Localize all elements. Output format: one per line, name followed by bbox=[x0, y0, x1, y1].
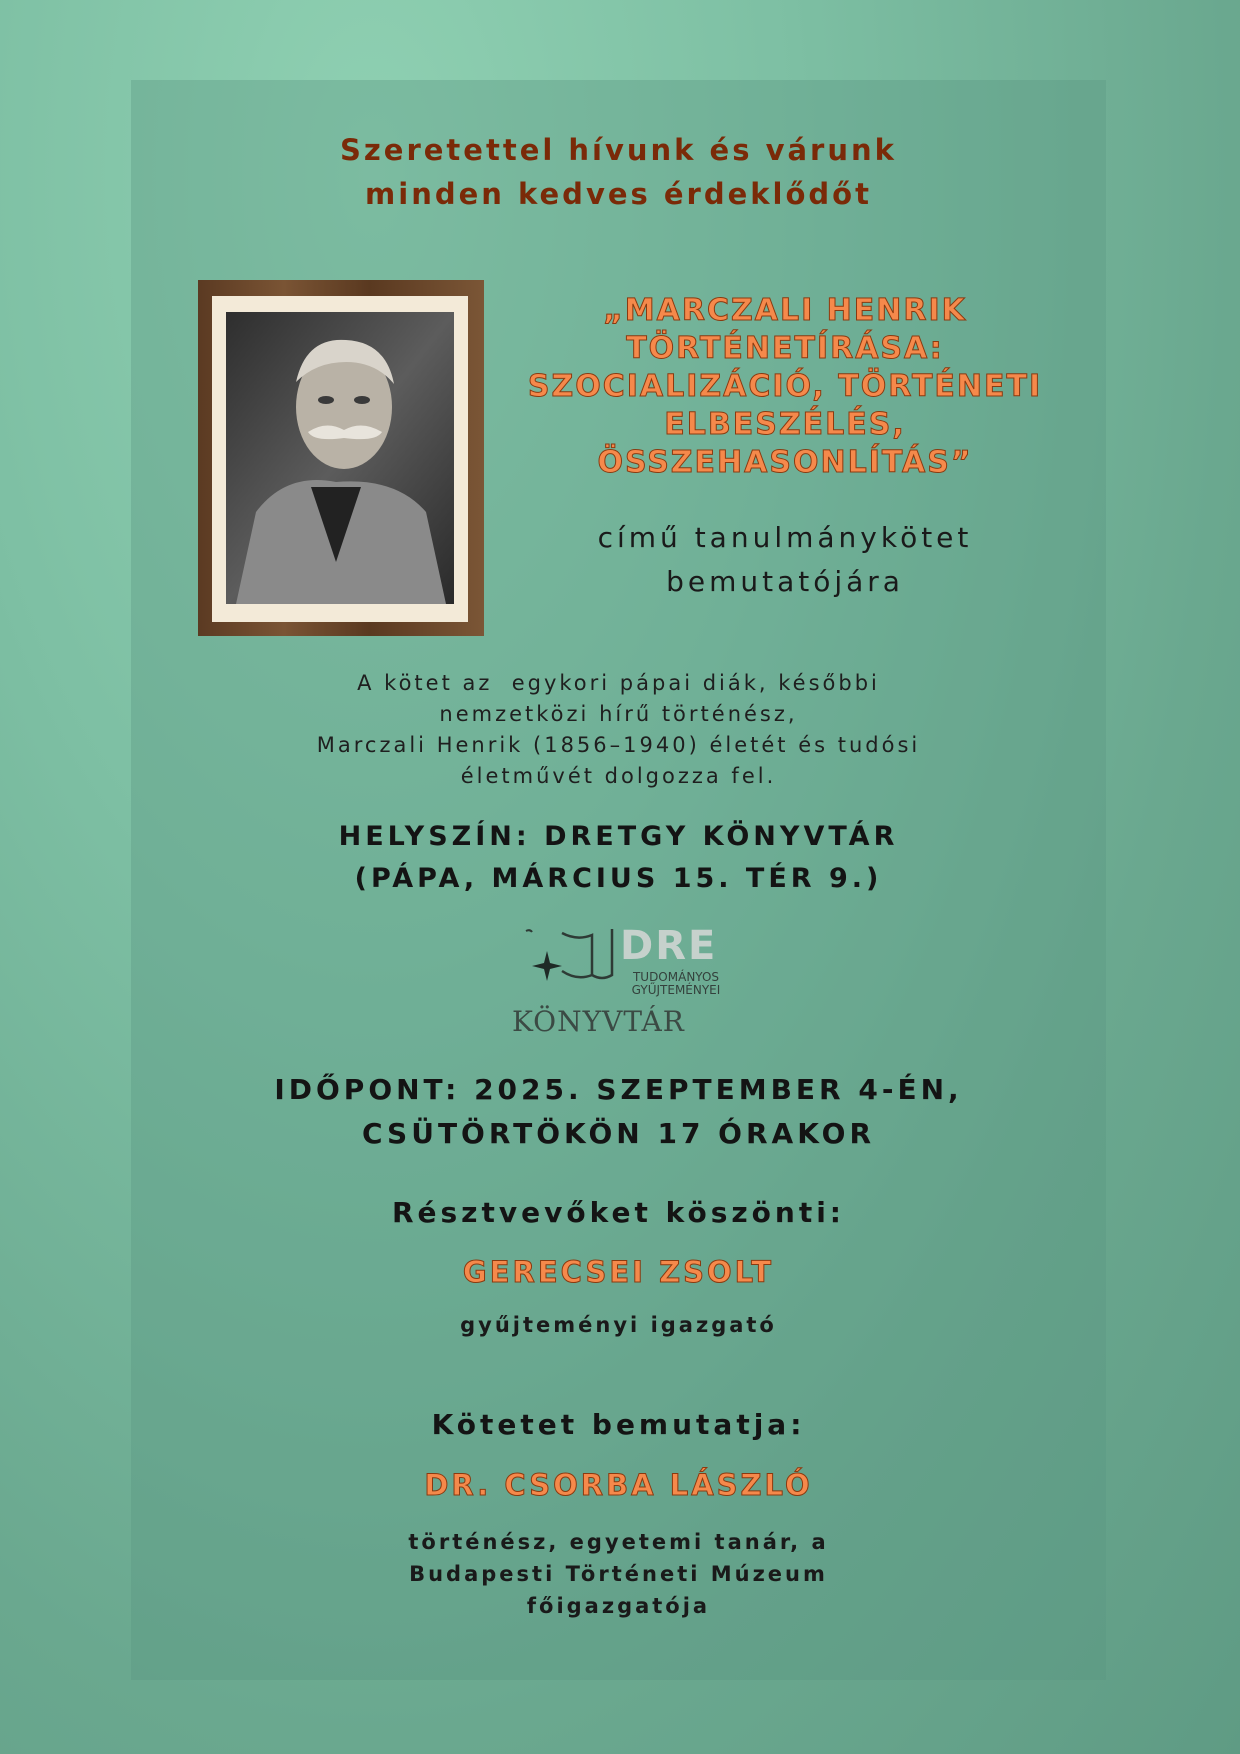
time-line-1: IDŐPONT: 2025. SZEPTEMBER 4-ÉN, bbox=[274, 1073, 963, 1106]
event-time bbox=[131, 1068, 1106, 1156]
library-logo bbox=[512, 923, 732, 1038]
greeter-name: GERECSEI ZSOLT bbox=[462, 1255, 775, 1289]
greeting-label: Résztvevőket köszönti: bbox=[391, 1196, 846, 1229]
venue-line-2: (PÁPA, MÁRCIUS 15. TÉR 9.) bbox=[354, 863, 883, 894]
book-title-line-2: TÖRTÉNETÍRÁSA: bbox=[626, 331, 944, 366]
presenter-name: DR. CSORBA LÁSZLÓ bbox=[424, 1468, 813, 1502]
logo-dre-mark: DRE bbox=[620, 923, 718, 969]
presenter-label: Kötetet bemutatja: bbox=[431, 1408, 806, 1441]
book-title-line-4: ELBESZÉLÉS, bbox=[664, 407, 906, 442]
portrait-illustration bbox=[226, 312, 454, 604]
presenter-role-line-1: történész, egyetemi tanár, a bbox=[408, 1530, 829, 1554]
book-description bbox=[131, 668, 1106, 792]
invitation-line-2: minden kedves érdeklődőt bbox=[365, 177, 872, 211]
greeter-role: gyűjteményi igazgató bbox=[460, 1313, 777, 1337]
description-line-1: A kötet az egykori pápai diák, későbbi bbox=[357, 671, 880, 695]
presenter-role bbox=[131, 1526, 1106, 1622]
book-subtitle bbox=[495, 516, 1075, 604]
invitation-line-1: Szeretettel hívunk és várunk bbox=[340, 133, 897, 167]
book-title bbox=[495, 292, 1075, 482]
logo-line-1: TUDOMÁNYOS bbox=[632, 970, 720, 984]
presenter-role-line-3: főigazgatója bbox=[526, 1594, 711, 1618]
photo-paper-border bbox=[212, 296, 468, 622]
subtitle-line-1: című tanulmánykötet bbox=[597, 521, 973, 554]
venue-line-1: HELYSZÍN: DRETGY KÖNYVTÁR bbox=[338, 821, 899, 852]
book-title-line-1: „MARCZALI HENRIK bbox=[603, 293, 967, 328]
description-line-4: életművét dolgozza fel. bbox=[460, 764, 777, 788]
logo-subtitle bbox=[620, 971, 732, 997]
book-star-icon bbox=[512, 925, 622, 1005]
logo-line-2: GYŰJTEMÉNYEI bbox=[631, 983, 721, 997]
book-title-line-3: SZOCIALIZÁCIÓ, TÖRTÉNETI bbox=[527, 369, 1043, 404]
book-title-line-5: ÖSSZEHASONLÍTÁS” bbox=[597, 445, 973, 480]
invitation-heading bbox=[131, 128, 1106, 216]
description-line-3: Marczali Henrik (1856–1940) életét és tudósi bbox=[316, 733, 921, 757]
portrait-photo bbox=[226, 312, 454, 604]
time-line-2: CSÜTÖRTÖKÖN 17 ÓRAKOR bbox=[361, 1117, 876, 1150]
portrait-photo-frame bbox=[198, 280, 484, 636]
presenter-role-line-2: Budapesti Történeti Múzeum bbox=[409, 1562, 828, 1586]
logo-wordmark: KÖNYVTÁR bbox=[512, 1005, 685, 1038]
event-venue bbox=[131, 816, 1106, 900]
subtitle-line-2: bemutatójára bbox=[666, 565, 904, 598]
description-line-2: nemzetközi hírű történész, bbox=[439, 702, 798, 726]
